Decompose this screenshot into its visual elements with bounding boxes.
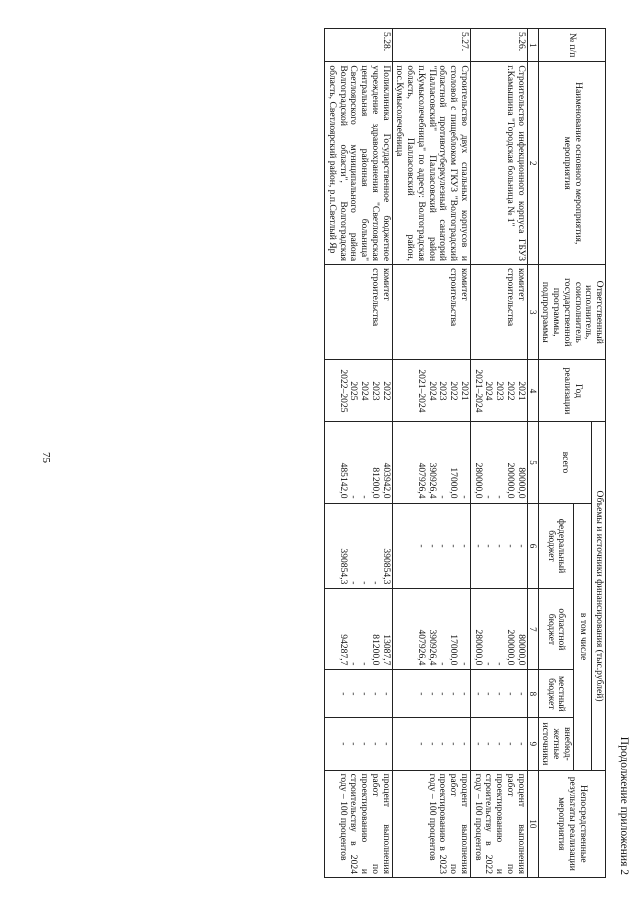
header-extra: внебюд-жетные источники [538,718,573,770]
years-cell: 2022 2023 2024 2025 2022–2025 [325,360,392,422]
col-number: 7 [527,589,538,670]
header-year: Год реализации [538,360,605,422]
table-row [392,29,470,878]
total-cell: 403942,0 81200,0 - - 485142,0 [325,422,392,503]
continuation-title: Продолжение приложения 2 [618,736,630,875]
table-row [470,29,527,878]
years-cell: 2021 2022 2023 2024 2021–2024 [392,360,470,422]
result-text: процент выполнения работ по проектированию и строительству в 2022 году – 100 процентов [470,770,527,877]
federal-cell: - - - - - [392,503,470,589]
header-event-name: Наименование основного мероприятия, мероприятия [538,62,605,265]
col-number: 6 [527,503,538,589]
header-funding: Объемы и источники финансирования (тыс.рублей) [592,422,606,770]
header-including: в том числе [573,503,591,770]
header-results: Непосредственные результаты реализации мероприятия [538,770,605,877]
executor: комитет строительства [470,265,527,360]
executor: комитет строительства [325,265,392,360]
result-text: процент выполнения работ по проектированию в 2023 году – 100 процентов [392,770,470,877]
row-number: 5.26. [470,29,527,62]
regional-cell: - 17000,0 - 390926,4 407926,4 [392,589,470,670]
extra-cell: - - - - - [392,718,470,770]
col-number: 5 [527,422,538,503]
regional-cell: 80000,0 200000,0 - - 280000,0 [470,589,527,670]
table-row [325,29,392,878]
federal-cell: 390854,3 - - - 390854,3 [325,503,392,589]
result-text: процент выполнения работ по проектированию и строительству в 2024 году – 100 процентов [325,770,392,877]
years-cell: 2021 2022 2023 2024 2021–2024 [470,360,527,422]
col-number: 8 [527,670,538,718]
header-total: всего [538,422,592,503]
col-number: 10 [527,770,538,877]
extra-cell: - - - - - [470,718,527,770]
total-cell: 80000,0 200000,0 - - 280000,0 [470,422,527,503]
header-local: местный бюджет [538,670,573,718]
header-executor: Ответственный исполнитель, соисполнитель государственной программы, подпрограммы [538,265,605,360]
executor: комитет строительства [392,265,470,360]
page-number: 75 [40,452,52,463]
extra-cell: - - - - - [325,718,392,770]
funding-table [324,28,606,878]
total-cell: - 17000,0 - 390926,4 407926,4 [392,422,470,503]
event-name: Строительство инфекционного корпуса ГБУЗ г.Камышина "Городская больница № 1" [470,62,527,265]
row-number: 5.27. [392,29,470,62]
local-cell: - - - - - [392,670,470,718]
col-number: 9 [527,718,538,770]
event-name: Поликлиника Государственное бюджетное учреждение здравоохранения "Светлоярская центральная районная больница" Светлоярского муниципального района Волгоградской области", Волгоградская область, Светлоярский район, р.п.Светлый Яр [325,62,392,265]
regional-cell: 13087,7 81200,0 - - 94287,7 [325,589,392,670]
header-regional: областной бюджет [538,589,573,670]
federal-cell: - - - - - [470,503,527,589]
col-number: 2 [527,62,538,265]
col-number: 3 [527,265,538,360]
row-number: 5.28. [325,29,392,62]
col-number: 1 [527,29,538,62]
event-name: Строительство двух спальных корпусов и столовой с пищеблоком ГКУЗ "Волгоградский областной противотуберкулезный санаторий "Палласовский" Палласовский район п.Кумысолечебница" по адресу: Волгоградская область, Палласовский район, пос.Кумысолечебница [392,62,470,265]
col-number: 4 [527,360,538,422]
header-federal: федеральный бюджет [538,503,573,589]
header-no: № п/п [538,29,605,62]
local-cell: - - - - - [470,670,527,718]
local-cell: - - - - - [325,670,392,718]
